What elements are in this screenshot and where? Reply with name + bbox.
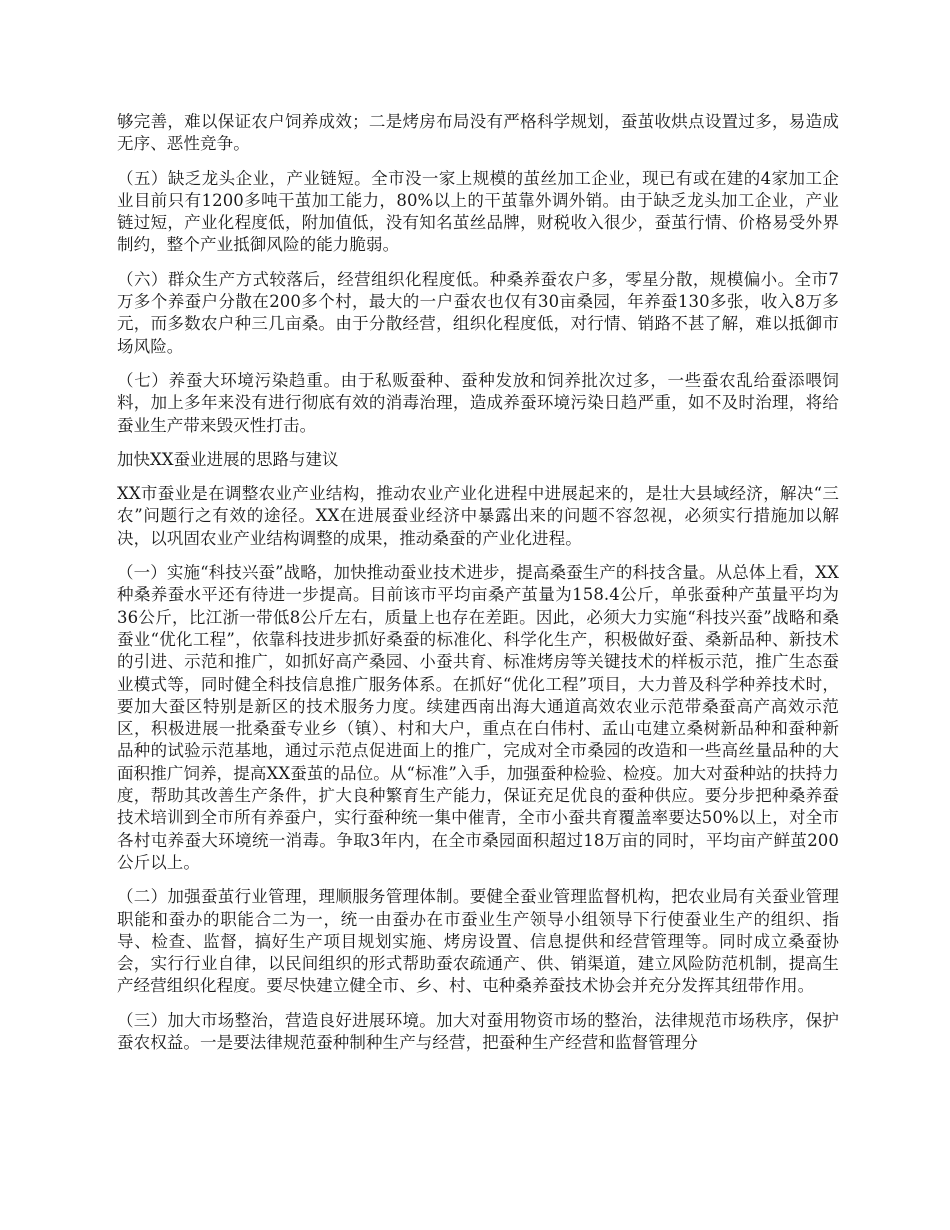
paragraph-suggestion-3: （三）加大市场整治，营造良好进展环境。加大对蚕用物资市场的整治，法律规范市场秩序，保护蚕农权益。一是要法律规范蚕种制种生产与经营，把蚕种生产经营和监督管理分 [117,1010,839,1052]
paragraph-point-6: （六）群众生产方式较落后，经营组织化程度低。种桑养蚕农户多，零星分散，规模偏小。全市7万多个养蚕户分散在200多个村，最大的一户蚕农也仅有30亩桑园，年养蚕130多张，收入8万多元，而多数农户种三几亩桑。由于分散经营，组织化程度低，对行情、销路不甚了解，难以抵御市场风险。 [117,269,839,356]
paragraph-intro: XX市蚕业是在调整农业产业结构，推动农业产业化进程中进展起来的，是壮大县域经济，解决“三农”问题行之有效的途径。XX在进展蚕业经济中暴露出来的问题不容忽视，必须实行措施加以解决，以巩固农业产业结构调整的成果，推动桑蚕的产业化进程。 [117,484,839,548]
section-heading: 加快XX蚕业进展的思路与建议 [117,449,339,469]
paragraph-point-7: （七）养蚕大环境污染趋重。由于私贩蚕种、蚕种发放和饲养批次过多，一些蚕农乱给蚕添喂饲料，加上多年来没有进行彻底有效的消毒治理，造成养蚕环境污染日趋严重，如不及时治理，将给蚕业生产带来毁灭性打击。 [117,370,839,435]
paragraph-continuation: 够完善，难以保证农户饲养成效；二是烤房布局没有严格科学规划，蚕茧收烘点设置过多，易造成无序、恶性竞争。 [117,112,839,154]
paragraph-suggestion-1: （一）实施“科技兴蚕”战略，加快推动蚕业技术进步，提高桑蚕生产的科技含量。从总体上看，XX种桑养蚕水平还有待进一步提高。目前该市平均亩桑产茧量为158.4公斤，单张蚕种产茧量平均为36公斤，比江浙一带低8公斤左右，质量上也存在差距。因此，必须大力实施“科技兴蚕”战略和桑蚕业“优化工程”，依靠科技进步抓好桑蚕的标准化、科学化生产，积极做好蚕、桑新品种、新技术的引进、示范和推广，如抓好高产桑园、小蚕共育、标准烤房等关键技术的样板示范，推广生态蚕业模式等，同时健全科技信息推广服务体系。在抓好“优化工程”项目，大力普及科学种养技术时，要加大蚕区特别是新区的技术服务力度。续建西南出海大通道高效农业示范带桑蚕高产高效示范区，积极进展一批桑蚕专业乡（镇）、村和大户，重点在白伟村、孟山屯建立桑树新品种和蚕种新品种的试验示范基地，通过示范点促进面上的推广，完成对全市桑园的改造和一些高丝量品种的大面积推广饲养，提高XX蚕茧的品位。从“标准”入手，加强蚕种检验、检疫。加大对蚕种站的扶持力度，帮助其改善生产条件，扩大良种繁育生产能力，保证充足优良的蚕种供应。要分步把种桑养蚕技术培训到全市所有养蚕户，实行蚕种统一集中催青，全市小蚕共育覆盖率要达50%以上，对全市各村屯养蚕大环境统一消毒。争取3年内，在全市桑园面积超过18万亩的同时，平均亩产鲜茧200公斤以上。 [117,563,839,872]
paragraph-suggestion-2: （二）加强蚕茧行业管理，理顺服务管理体制。要健全蚕业管理监督机构，把农业局有关蚕业管理职能和蚕办的职能合二为一，统一由蚕办在市蚕业生产领导小组领导下行使蚕业生产的组织、指导、检查、监督，搞好生产项目规划实施、烤房设置、信息提供和经营管理等。同时成立桑蚕协会，实行行业自律，以民间组织的形式帮助蚕农疏通产、供、销渠道，建立风险防范机制，提高生产经营组织化程度。要尽快建立健全市、乡、村、屯种桑养蚕技术协会并充分发挥其纽带作用。 [117,887,839,996]
paragraph-point-5: （五）缺乏龙头企业，产业链短。全市没一家上规模的茧丝加工企业，现已有或在建的4家加工企业目前只有1200多吨干茧加工能力，80%以上的干茧靠外调外销。由于缺乏龙头加工企业，产业链过短，产业化程度低，附加值低，没有知名茧丝品牌，财税收入很少，蚕茧行情、价格易受外界制约，整个产业抵御风险的能力脆弱。 [117,168,839,255]
document-page [117,111,839,1066]
